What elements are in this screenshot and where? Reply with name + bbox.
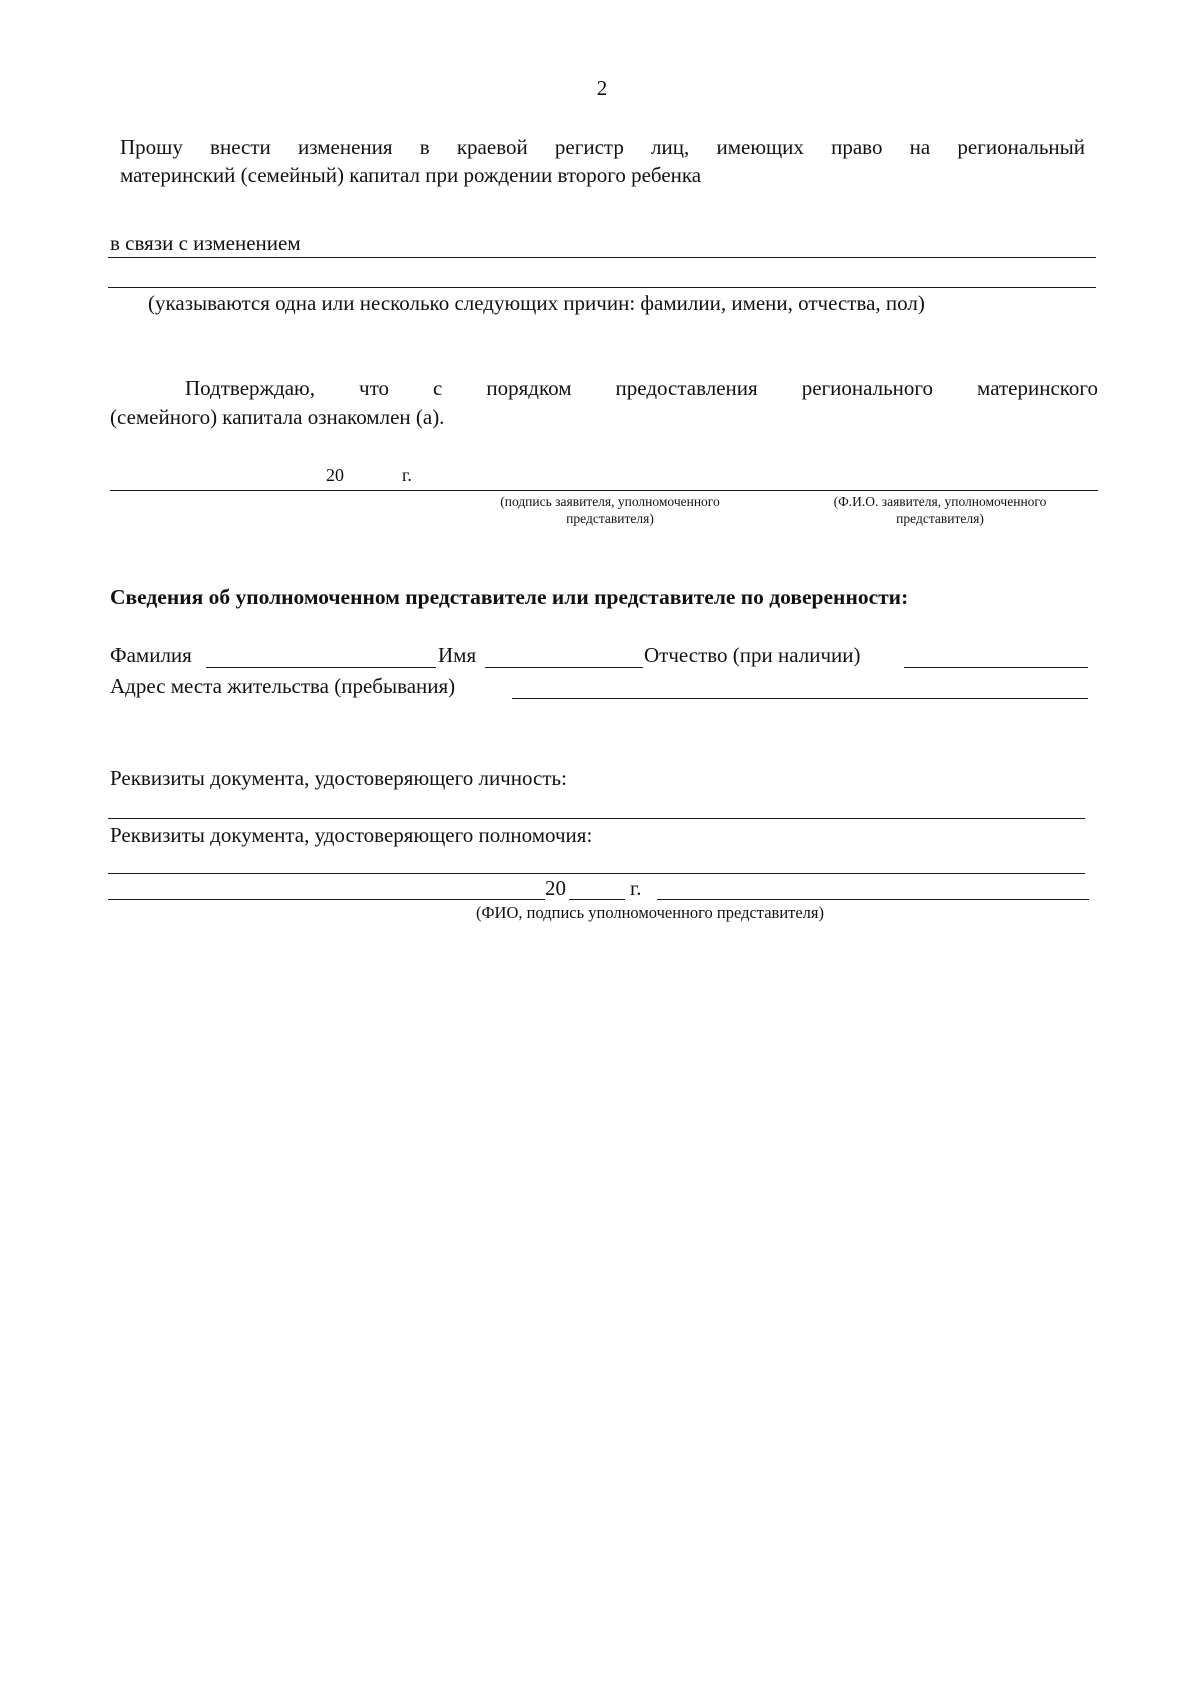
authority-document-field[interactable] <box>108 873 1085 874</box>
reason-field-line-2[interactable] <box>108 287 1096 288</box>
surname-field[interactable] <box>206 667 436 668</box>
name-caption-line-1: (Ф.И.О. заявителя, уполномоченного <box>833 494 1047 509</box>
representative-heading: Сведения об уполномоченном представителе или представителе по доверенности: <box>110 585 909 609</box>
authority-document-label: Реквизиты документа, удостоверяющего полномочия: <box>110 823 593 847</box>
patronymic-field[interactable] <box>904 667 1088 668</box>
reason-label: в связи с изменением <box>110 231 301 255</box>
address-label: Адрес места жительства (пребывания) <box>110 674 456 698</box>
signature-caption-line-2: представителя) <box>566 511 654 526</box>
request-line-1: Прошу внести изменения в краевой регистр лиц, имеющих право на региональный <box>120 135 1085 159</box>
confirmation-line-2: (семейного) капитала ознакомлен (а). <box>110 405 445 429</box>
surname-label: Фамилия <box>110 643 192 667</box>
representative-signature-caption: (ФИО, подпись уполномоченного представителя) <box>476 903 824 922</box>
id-document-field[interactable] <box>108 818 1085 819</box>
representative-date-field[interactable] <box>569 899 625 900</box>
representative-date-year-suffix: г. <box>630 876 642 900</box>
id-document-label: Реквизиты документа, удостоверяющего личность: <box>110 766 567 790</box>
representative-name-field[interactable] <box>657 899 1089 900</box>
applicant-date-year-prefix: 20 <box>326 465 344 485</box>
applicant-signature-line[interactable] <box>110 490 1098 491</box>
patronymic-label: Отчество (при наличии) <box>644 643 861 667</box>
reason-hint: (указываются одна или несколько следующих причин: фамилии, имени, отчества, пол) <box>148 291 925 315</box>
applicant-date-year-suffix: г. <box>402 465 412 485</box>
request-line-2: материнский (семейный) капитал при рождении второго ребенка <box>120 163 702 187</box>
address-field[interactable] <box>512 698 1088 699</box>
name-caption-line-2: представителя) <box>896 511 984 526</box>
confirmation-line-1: Подтверждаю, что с порядком предоставления регионального материнского <box>185 376 1098 400</box>
representative-signature-field[interactable] <box>108 899 545 900</box>
name-caption <box>790 493 1090 527</box>
name-label: Имя <box>438 643 477 667</box>
page-number: 2 <box>596 76 608 100</box>
signature-caption <box>450 493 770 527</box>
reason-field-line[interactable] <box>108 257 1096 258</box>
name-field[interactable] <box>485 667 643 668</box>
representative-date-year-prefix: 20 <box>545 876 566 900</box>
signature-caption-line-1: (подпись заявителя, уполномоченного <box>500 494 720 509</box>
